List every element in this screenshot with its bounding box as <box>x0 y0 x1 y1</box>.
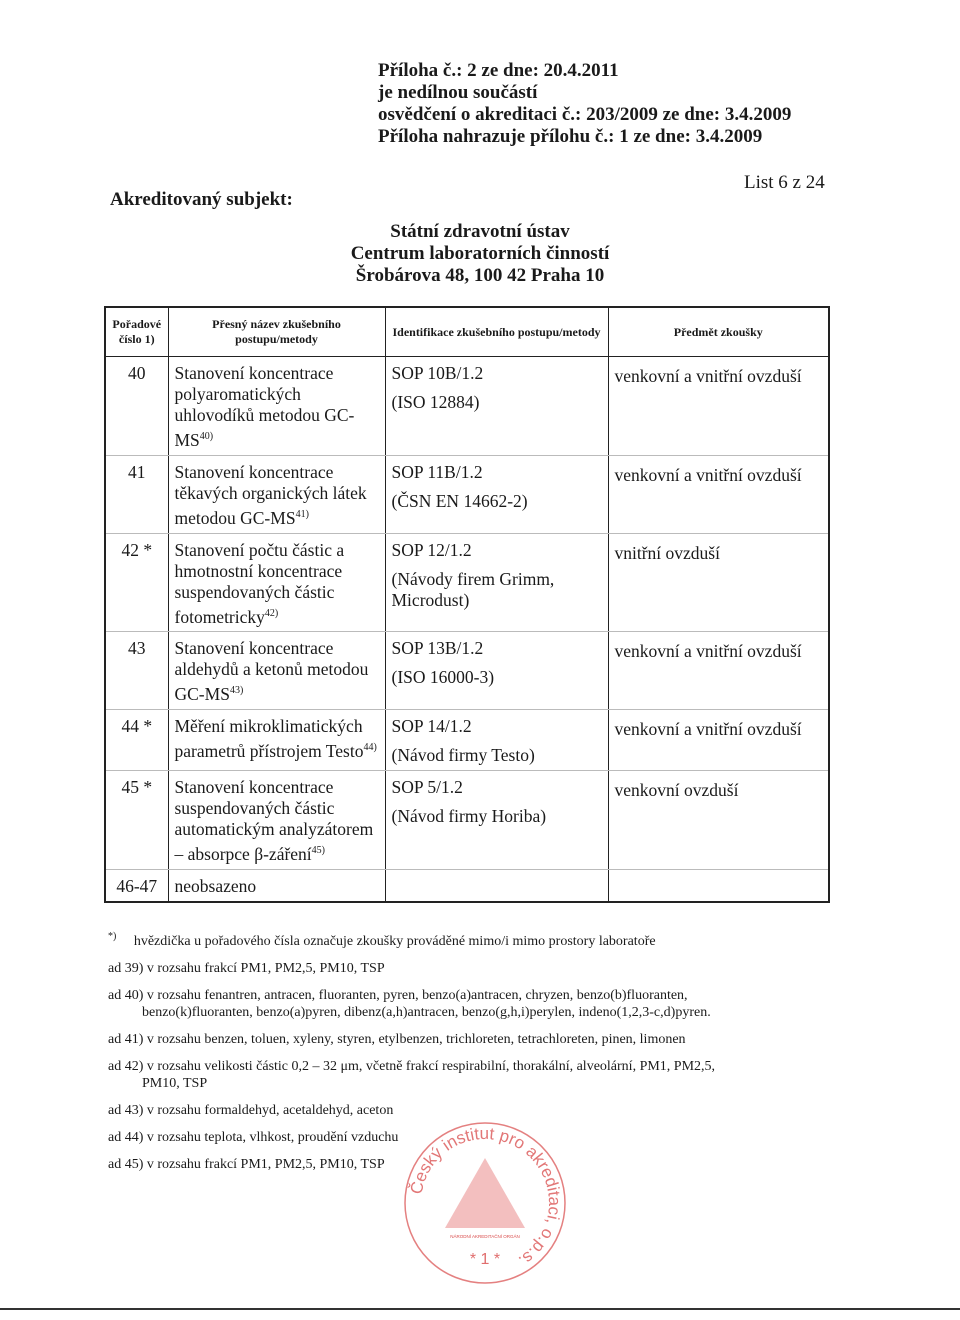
method-id-cell <box>385 870 608 903</box>
method-name-cell <box>168 870 385 903</box>
table-row <box>105 771 829 870</box>
method-name: neobsazeno <box>174 876 257 897</box>
table-row <box>105 533 829 632</box>
order-number-cell: 43 <box>105 632 168 710</box>
standard-reference: (Návody firem Grimm, Microdust) <box>391 568 555 610</box>
stamp-emblem <box>445 1158 525 1228</box>
method-name: Stanovení počtu částic a hmotnostní koncentrace suspendovaných částic fotometricky <box>174 539 345 627</box>
institution-department: Centrum laboratorních činností <box>350 243 610 264</box>
header-method-id: Identifikace zkušebního postupu/metody <box>385 307 608 357</box>
sop-code: SOP 11B/1.2 <box>391 461 483 482</box>
method-name-cell <box>168 455 385 533</box>
footnote-40-line-1: ad 40) v rozsahu fenantren, antracen, fluoranten, pyren, benzo(a)antracen, chryzen, benzo(b)fluoranten, <box>108 987 688 1003</box>
footnote-44: ad 44) v rozsahu teplota, vlhkost, proudění vzduchu <box>108 1129 399 1145</box>
method-name: Stanovení koncentrace polyaromatických uhlovodíků metodou GC-MS <box>174 363 355 450</box>
order-number-cell: 41 <box>105 455 168 533</box>
method-id-cell <box>385 771 608 870</box>
footnote-42 <box>108 1058 808 1092</box>
sop-code: SOP 10B/1.2 <box>391 363 484 383</box>
footnote-41: ad 41) v rozsahu benzen, toluen, xyleny, styren, etylbenzen, trichloreten, tetrachloreten, pinen, limonen <box>108 1031 686 1047</box>
sop-code: SOP 13B/1.2 <box>391 638 484 659</box>
stamp-number: * 1 * <box>469 1251 501 1268</box>
institution-name: Státní zdravotní ústav <box>390 221 570 242</box>
footnote-ref: 40) <box>199 431 214 442</box>
footnote-40 <box>108 987 808 1021</box>
footnote-42-line-2: PM10, TSP <box>142 1075 208 1091</box>
test-subject: venkovní ovzduší <box>614 780 739 801</box>
method-name: Stanovení koncentrace suspendovaných částic automatickým analyzátorem – absorpce β-záření <box>174 777 374 865</box>
test-subject: vnitřní ovzduší <box>614 542 720 563</box>
test-subject-cell <box>608 710 829 771</box>
standard-reference: (ISO 12884) <box>391 392 480 412</box>
method-id-cell <box>385 455 608 533</box>
method-name: Měření mikroklimatických parametrů přístrojem Testo <box>174 716 364 762</box>
footnote-star <box>108 928 808 950</box>
test-subject-cell <box>608 533 829 632</box>
footnote-40-line-2: benzo(k)fluoranten, benzo(a)pyren, dibenz(a,h)antracen, benzo(g,h,i)perylen, indeno(1,2,3-c,d)pyren. <box>142 1004 711 1020</box>
footnote-ref: 45) <box>311 845 326 857</box>
table-row <box>105 710 829 771</box>
test-subject: venkovní a vnitřní ovzduší <box>614 464 802 485</box>
bottom-border-line <box>0 1308 960 1310</box>
test-subject: venkovní a vnitřní ovzduší <box>614 366 802 386</box>
standard-reference: (ISO 16000-3) <box>391 667 495 688</box>
table-row <box>105 632 829 710</box>
method-name-cell <box>168 632 385 710</box>
method-id-cell <box>385 533 608 632</box>
standard-reference: (Návod firmy Horiba) <box>391 806 547 827</box>
header-order-number: Pořadové číslo 1) <box>105 307 168 357</box>
stamp-ring-text: Český institut pro akreditaci, o.p.s. <box>406 1123 565 1271</box>
standard-reference: (ČSN EN 14662-2) <box>391 490 528 511</box>
method-name-cell <box>168 771 385 870</box>
accreditation-stamp <box>400 1118 570 1288</box>
method-id-cell <box>385 632 608 710</box>
test-subject-cell <box>608 632 829 710</box>
header-line-2: je nedílnou součástí <box>378 82 538 103</box>
footnote-ref: 44) <box>363 742 377 754</box>
table-row <box>105 357 829 456</box>
method-name: Stanovení koncentrace těkavých organických látek metodou GC-MS <box>174 461 367 528</box>
stamp-inner-text: NÁRODNÍ AKREDITAČNÍ ORGÁN <box>450 1234 520 1239</box>
table-header-row <box>105 307 829 357</box>
footnote-ref: 41) <box>295 508 309 520</box>
footnote-43: ad 43) v rozsahu formaldehyd, acetaldehyd, aceton <box>108 1102 394 1118</box>
test-subject-cell <box>608 357 829 456</box>
standard-reference: (Návod firmy Testo) <box>391 745 535 766</box>
method-id-cell <box>385 710 608 771</box>
footnote-star-mark: *) <box>108 931 117 942</box>
method-id-cell <box>385 357 608 456</box>
page-number: List 6 z 24 <box>744 172 825 193</box>
method-name: Stanovení koncentrace aldehydů a ketonů metodou GC-MS <box>174 638 369 705</box>
header-test-subject: Předmět zkoušky <box>608 307 829 357</box>
sop-code: SOP 14/1.2 <box>391 716 472 737</box>
sop-code: SOP 12/1.2 <box>391 539 472 560</box>
test-subject-cell <box>608 771 829 870</box>
footnote-star-text: hvězdička u pořadového čísla označuje zkoušky prováděné mimo/i mimo prostory laboratoře <box>133 933 656 949</box>
sop-code: SOP 5/1.2 <box>391 777 463 798</box>
table-row <box>105 870 829 903</box>
footnote-45: ad 45) v rozsahu frakcí PM1, PM2,5, PM10, TSP <box>108 1156 385 1172</box>
footnote-42-line-1: ad 42) v rozsahu velikosti částic 0,2 – 32 μm, včetně frakcí respirabilní, thorakální, alveolární, PM1, PM2,5, <box>108 1058 716 1074</box>
method-name-cell <box>168 710 385 771</box>
order-number-cell: 45 * <box>105 771 168 870</box>
header-line-4: Příloha nahrazuje přílohu č.: 1 ze dne: 3.4.2009 <box>378 126 763 147</box>
table-body <box>105 357 829 903</box>
method-name-cell <box>168 357 385 456</box>
header-line-1: Příloha č.: 2 ze dne: 20.4.2011 <box>378 60 619 81</box>
table-row <box>105 455 829 533</box>
header-method-name: Přesný název zkušebního postupu/metody <box>168 307 385 357</box>
footnote-39: ad 39) v rozsahu frakcí PM1, PM2,5, PM10, TSP <box>108 960 385 976</box>
method-name-cell <box>168 533 385 632</box>
order-number-cell: 42 * <box>105 533 168 632</box>
accredited-subject-label: Akreditovaný subjekt: <box>110 189 293 210</box>
order-number-cell: 46-47 <box>105 870 168 903</box>
order-number-cell: 40 <box>105 357 168 456</box>
header-line-3: osvědčení o akreditaci č.: 203/2009 ze dne: 3.4.2009 <box>378 104 792 125</box>
test-subject-cell <box>608 455 829 533</box>
institution-address: Šrobárova 48, 100 42 Praha 10 <box>355 265 605 286</box>
test-subject: venkovní a vnitřní ovzduší <box>614 641 802 662</box>
test-subject-cell <box>608 870 829 903</box>
accreditation-table <box>104 306 830 903</box>
footnote-ref: 42) <box>264 607 279 619</box>
footnote-ref: 43) <box>229 685 244 697</box>
test-subject: venkovní a vnitřní ovzduší <box>614 719 802 740</box>
order-number-cell: 44 * <box>105 710 168 771</box>
